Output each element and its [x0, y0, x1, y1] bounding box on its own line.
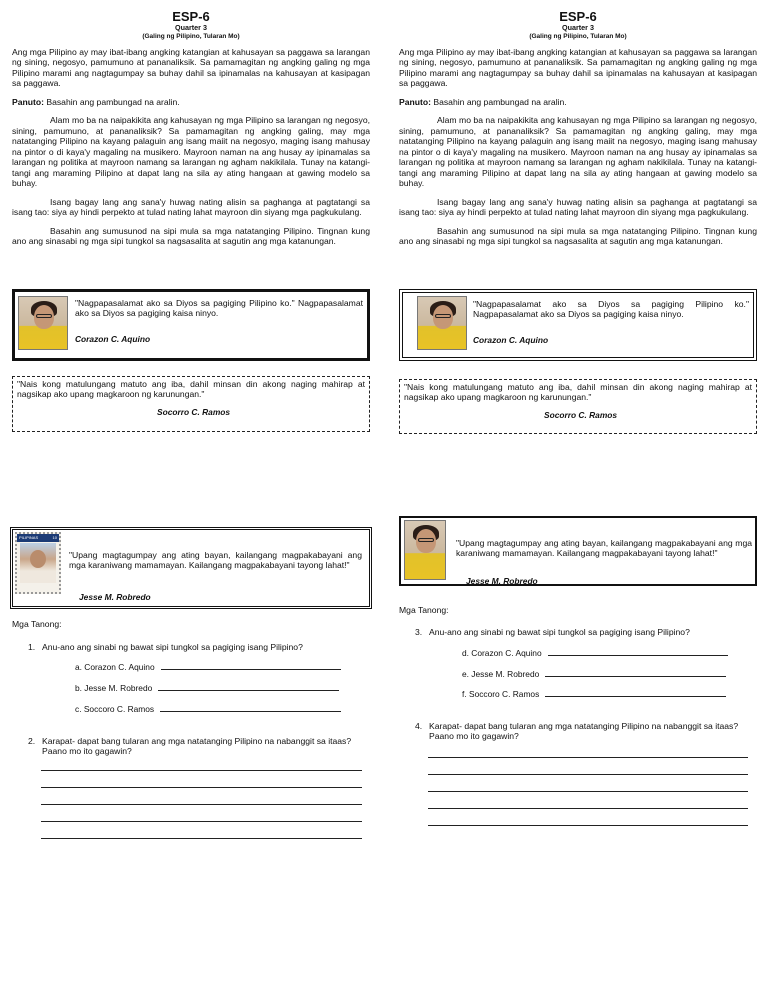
lesson-paragraph-2: Isang bagay lang ang sana'y huwag nating alisin sa paghanga at pagtatangi sa isang tao: siya ay hindi perpekto at tulad nating lahat mayroon din siyang mga pagkukulang. — [12, 196, 370, 218]
answer-line[interactable] — [428, 757, 748, 758]
question-text: Karapat- dapat bang tularan ang mga natatanging Pilipino na nabanggit sa itaas? Paano mo ito gagawin? — [429, 721, 739, 742]
quote-robredo: "Upang magtagumpay ang ating bayan, kailangang magpakabayani ang mga karaniwang mamamayan. Kailangang magpakabayani tayong lahat!" — [69, 550, 362, 571]
panuto-instruction — [399, 97, 757, 107]
answer-line[interactable] — [428, 774, 748, 775]
intro-paragraph: Ang mga Pilipino ay may ibat-ibang angking katangian at kahusayan sa paggawa sa larangan ng sining, negosyo, pamumuno at pananaliksik. Sa pamamagitan ng angking galing ng mga Pilipino marami ang nagtagumpay sa buhay dahil sa ipinamalas na kahusayan at kasipagan sa paggawa. — [399, 47, 757, 89]
quote-box-robredo — [12, 529, 370, 607]
answer-line[interactable] — [161, 662, 341, 670]
lesson-paragraph-1: Alam mo ba na naipakikita ang kahusayan ng mga Pilipino sa larangan ng negosyo, sining, pamumuno, at pananaliksik? Sa pamamagitan ng angking galing, may mga natatanging Pilipino na kayang palaguin ang isang maiit na negosyo, maging isang mahusay na pintor o di kaya'y magaling na musikero. Mayroon naman na ang husay ay ipinamalas sa larangan ng politika at mayroon namang sa larangan ng agham nakikilala. Tunay na katangi-tangi ang maraming Pilipino at dapat lang na sila ay ating hangaan at gawing modelo sa buhay. — [12, 115, 370, 189]
answer-option-ramos — [75, 704, 341, 714]
quote-aquino: "Nagpapasalamat ako sa Diyos sa pagiging Pilipino ko." Nagpapasalamat ako sa Diyos sa pagiging kaisa ninyo. — [473, 299, 749, 320]
question-number: 4. — [415, 721, 423, 731]
panuto-instruction — [12, 97, 370, 107]
answer-line[interactable] — [428, 825, 748, 826]
answer-option-aquino — [75, 662, 341, 672]
quote-robredo: "Upang magtagumpay ang ating bayan, kailangang magpakabayani ang mga karaniwang mamamayan. Kailangang magpakabayani tayong lahat!" — [456, 538, 752, 559]
question-3 — [415, 627, 755, 637]
option-label: f. Soccoro C. Ramos — [462, 689, 540, 699]
quarter-label: Quarter 3 — [562, 23, 594, 33]
author-ramos: Socorro C. Ramos — [544, 410, 618, 420]
answer-line[interactable] — [428, 791, 748, 792]
quote-box-aquino — [399, 289, 757, 361]
option-label: b. Jesse M. Robredo — [75, 683, 153, 693]
quarter-label: Quarter 3 — [175, 23, 207, 33]
answer-line[interactable] — [160, 704, 341, 712]
lesson-paragraph-2: Isang bagay lang ang sana'y huwag nating alisin sa paghanga at pagtatangi sa isang tao: siya ay hindi perpekto at tulad nating lahat mayroon din siyang mga pagkukulang. — [399, 196, 757, 218]
answer-line[interactable] — [41, 787, 362, 788]
option-label: a. Corazon C. Aquino — [75, 662, 155, 672]
quote-box-aquino — [12, 289, 370, 361]
quote-ramos: "Nais kong matulungang matuto ang iba, dahil minsan din akong naging mahirap at nagsikap ako upang magkaroon ng karunungan." — [17, 379, 365, 400]
answer-line[interactable] — [41, 821, 362, 822]
worksheet-right — [399, 9, 757, 742]
quote-ramos: "Nais kong matulungang matuto ang iba, dahil minsan din akong naging mahirap at nagsikap ako upang magkaroon ng karunungan." — [404, 382, 752, 403]
lesson-subtitle: (Galing ng Pilipino, Tularan Mo) — [529, 33, 627, 41]
questions-heading: Mga Tanong: — [399, 605, 449, 615]
page-title: ESP-6 — [559, 9, 597, 24]
quote-box-robredo — [399, 516, 757, 586]
questions-heading: Mga Tanong: — [12, 619, 62, 629]
quote-box-ramos — [12, 376, 370, 432]
question-number: 3. — [415, 627, 423, 637]
question-4 — [415, 721, 755, 742]
answer-option-ramos — [462, 689, 726, 699]
answer-line[interactable] — [41, 804, 362, 805]
quote-box-ramos — [399, 379, 757, 434]
author-aquino: Corazon C. Aquino — [473, 335, 549, 345]
author-robredo: Jesse M. Robredo — [466, 576, 538, 586]
quote-aquino: "Nagpapasalamat ako sa Diyos sa pagiging Pilipino ko." Nagpapasalamat ako sa Diyos sa pagiging kaisa ninyo. — [75, 298, 363, 319]
answer-line[interactable] — [428, 808, 748, 809]
lesson-subtitle: (Galing ng Pilipino, Tularan Mo) — [142, 33, 240, 41]
panuto-text: Basahin ang pambungad na aralin. — [43, 96, 180, 107]
question-number: 2. — [28, 736, 36, 746]
aquino-portrait-image — [417, 296, 467, 350]
answer-option-robredo — [75, 683, 339, 693]
answer-option-robredo — [462, 669, 726, 679]
question-2 — [28, 736, 368, 757]
lesson-paragraph-1: Alam mo ba na naipakikita ang kahusayan ng mga Pilipino sa larangan ng negosyo, sining, pamumuno, at pananaliksik? Sa pamamagitan ng angking galing, may mga natatanging Pilipino na kayang palaguin ang isang maiit na negosyo, maging isang mahusay na pintor o di kaya'y magaling na musikero. Mayroon naman na ang husay ay ipinamalas sa larangan ng politika at mayroon namang sa larangan ng agham nakikilala. Tunay na katangi-tangi ang maraming Pilipino at dapat lang na sila ay ating hangaan at gawing modelo sa buhay. — [399, 115, 757, 189]
lesson-paragraph-3: Basahin ang sumusunod na sipi mula sa mga natatanging Pilipino. Tingnan kung ano ang sinasabi ng mga sipi tungkol sa nagsasalita at sagutin ang mga katanungan. — [12, 225, 370, 247]
author-aquino: Corazon C. Aquino — [75, 334, 151, 344]
answer-option-aquino — [462, 648, 728, 658]
option-label: d. Corazon C. Aquino — [462, 648, 542, 658]
worksheet-left — [12, 9, 370, 757]
robredo-stamp-image — [15, 532, 61, 594]
option-label: e. Jesse M. Robredo — [462, 669, 540, 679]
answer-line[interactable] — [548, 648, 728, 656]
lesson-paragraph-3: Basahin ang sumusunod na sipi mula sa mga natatanging Pilipino. Tingnan kung ano ang sinasabi ng mga sipi tungkol sa nagsasalita at sagutin ang mga katanungan. — [399, 225, 757, 247]
author-ramos: Socorro C. Ramos — [157, 407, 231, 417]
page-title: ESP-6 — [172, 9, 210, 24]
panuto-label: Panuto: — [399, 96, 431, 107]
robredo-portrait-image — [404, 520, 446, 580]
option-label: c. Soccoro C. Ramos — [75, 704, 155, 714]
stamp-country: PILIPINAS — [19, 535, 39, 540]
stamp-value: 10 — [52, 535, 57, 540]
intro-paragraph: Ang mga Pilipino ay may ibat-ibang angking katangian at kahusayan sa paggawa sa larangan ng sining, negosyo, pamumuno at pananaliksik. Sa pamamagitan ng angking galing ng mga Pilipino marami ang nagtagumpay sa buhay dahil sa ipinamalas na kahusayan at kasipagan sa paggawa. — [12, 47, 370, 89]
question-number: 1. — [28, 642, 36, 652]
question-text: Anu-ano ang sinabi ng bawat sipi tungkol sa pagiging isang Pilipino? — [429, 627, 690, 637]
answer-line[interactable] — [41, 838, 362, 839]
panuto-text: Basahin ang pambungad na aralin. — [430, 96, 567, 107]
author-robredo: Jesse M. Robredo — [79, 592, 151, 602]
aquino-portrait-image — [18, 296, 68, 350]
answer-line[interactable] — [158, 683, 339, 691]
answer-line[interactable] — [545, 689, 726, 697]
question-text: Karapat- dapat bang tularan ang mga natatanging Pilipino na nabanggit sa itaas? Paano mo ito gagawin? — [42, 736, 352, 757]
answer-line[interactable] — [545, 669, 726, 677]
question-1 — [28, 642, 368, 652]
answer-line[interactable] — [41, 770, 362, 771]
panuto-label: Panuto: — [12, 96, 44, 107]
question-text: Anu-ano ang sinabi ng bawat sipi tungkol sa pagiging isang Pilipino? — [42, 642, 303, 652]
